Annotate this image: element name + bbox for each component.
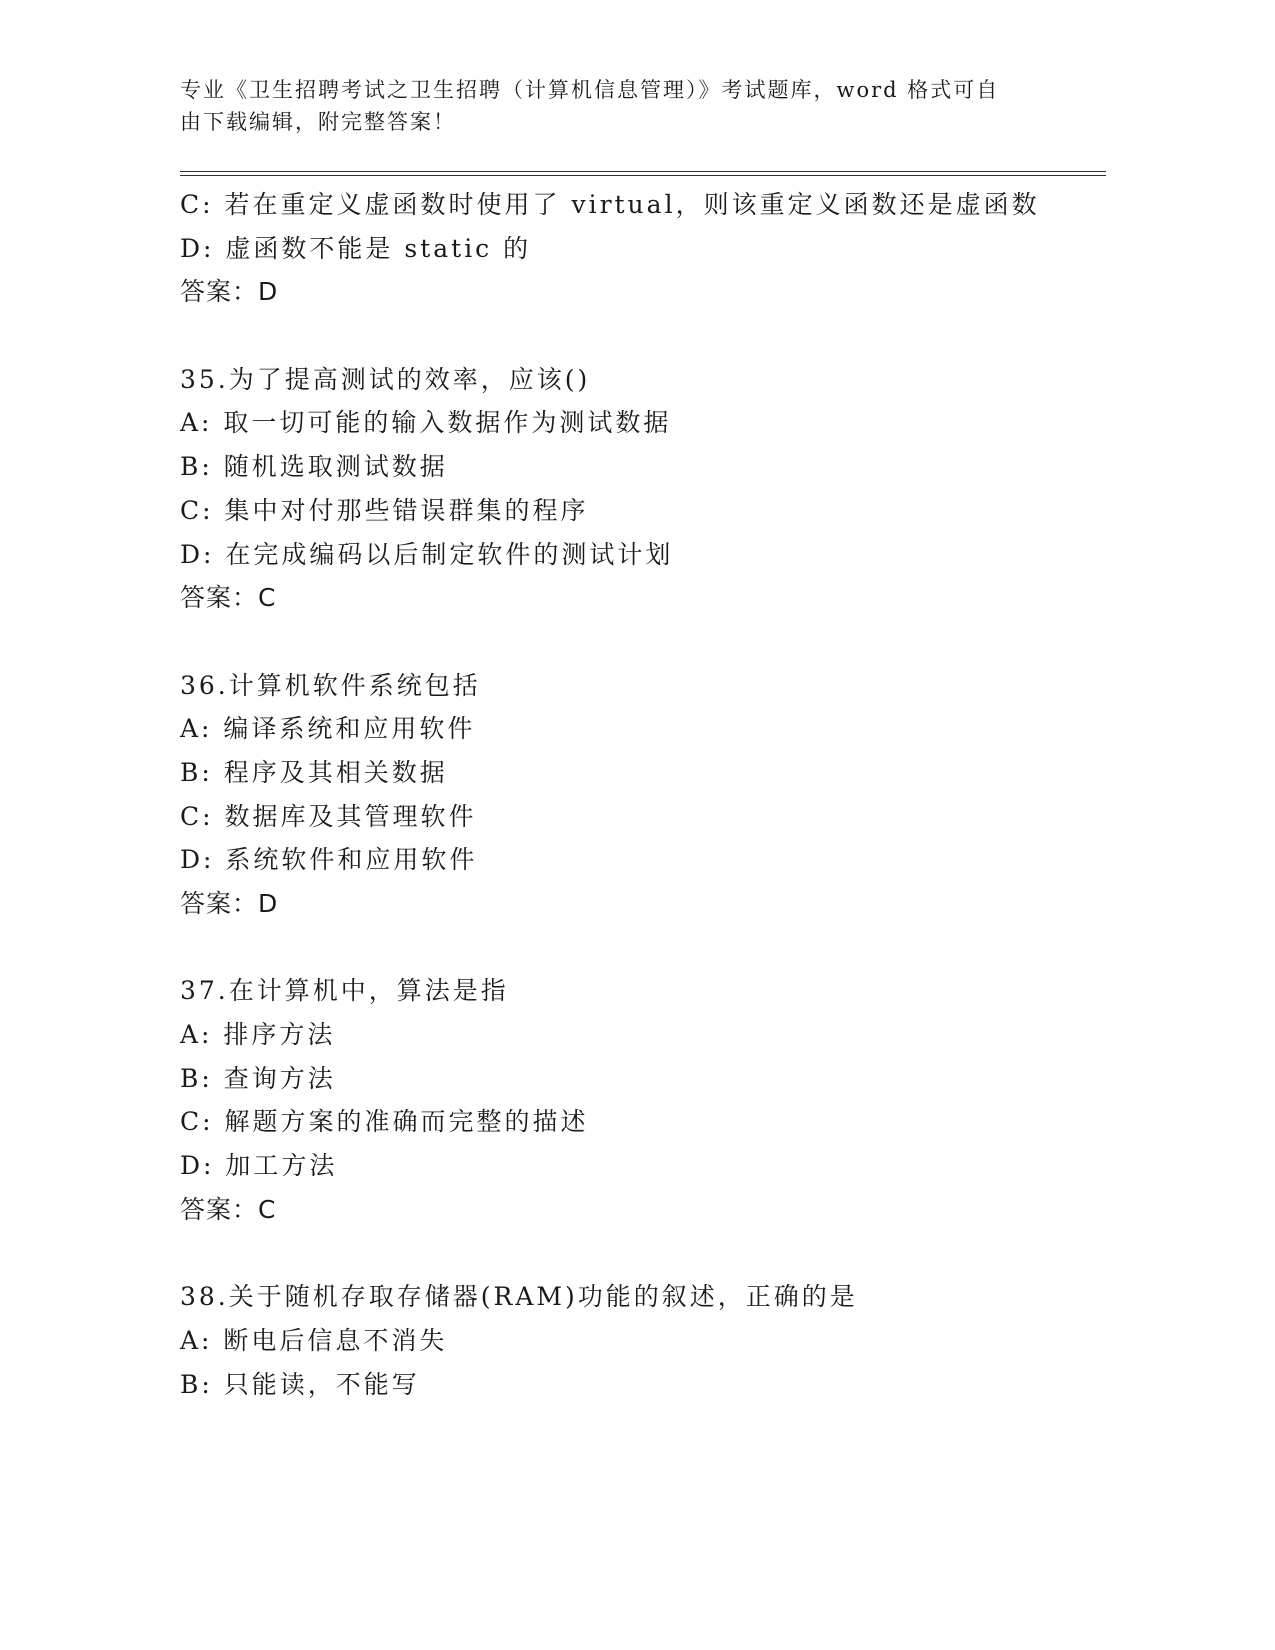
- option-a: A: 取一切可能的输入数据作为测试数据: [180, 408, 672, 438]
- option-c: C: 若在重定义虚函数时使用了 virtual，则该重定义函数还是虚函数: [180, 190, 1040, 219]
- question-stem: 35.为了提高测试的效率，应该(): [180, 364, 591, 394]
- answer-line: 答案：D: [180, 277, 279, 307]
- spacer: [180, 620, 1120, 664]
- option-c: C: 解题方案的准确而完整的描述: [180, 1107, 589, 1137]
- option-a: A: 断电后信息不消失: [180, 1325, 448, 1355]
- header-line-2: 由下载编辑，附完整答案！: [180, 110, 456, 134]
- option-a: A: 编译系统和应用软件: [180, 714, 476, 744]
- question-stem: 36.计算机软件系统包括: [180, 670, 481, 700]
- option-b: B: 查询方法: [180, 1063, 336, 1093]
- spacer: [180, 1232, 1120, 1276]
- header-divider-bottom: [180, 175, 1106, 176]
- header-divider-top: [180, 171, 1106, 172]
- option-b: B: 只能读，不能写: [180, 1369, 420, 1399]
- spacer: [180, 926, 1120, 970]
- question-stem: 37.在计算机中，算法是指: [180, 976, 509, 1006]
- answer-line: 答案：D: [180, 889, 279, 918]
- option-d: D: 虚函数不能是 static 的: [180, 233, 532, 263]
- option-b: B: 随机选取测试数据: [180, 452, 448, 482]
- question-36: [180, 664, 1120, 926]
- option-d: D: 系统软件和应用软件: [180, 845, 478, 875]
- option-c: C: 集中对付那些错误群集的程序: [180, 495, 589, 525]
- question-34-continued: [180, 183, 1120, 314]
- document-header: [180, 74, 1040, 138]
- option-d: D: 加工方法: [180, 1151, 338, 1181]
- question-35: [180, 358, 1120, 620]
- answer-line: 答案：C: [180, 583, 277, 613]
- question-stem: 38.关于随机存取存储器(RAM)功能的叙述，正确的是: [180, 1282, 858, 1312]
- answer-line: 答案：C: [180, 1194, 277, 1224]
- option-a: A: 排序方法: [180, 1020, 336, 1050]
- spacer: [180, 314, 1120, 358]
- question-list: [180, 183, 1120, 1406]
- option-c: C: 数据库及其管理软件: [180, 801, 477, 831]
- option-b: B: 程序及其相关数据: [180, 757, 448, 787]
- option-d: D: 在完成编码以后制定软件的测试计划: [180, 539, 674, 569]
- question-38: [180, 1275, 1120, 1406]
- question-37: [180, 969, 1120, 1231]
- header-line-1: 专业《卫生招聘考试之卫生招聘（计算机信息管理）》考试题库，word 格式可自: [180, 78, 1000, 102]
